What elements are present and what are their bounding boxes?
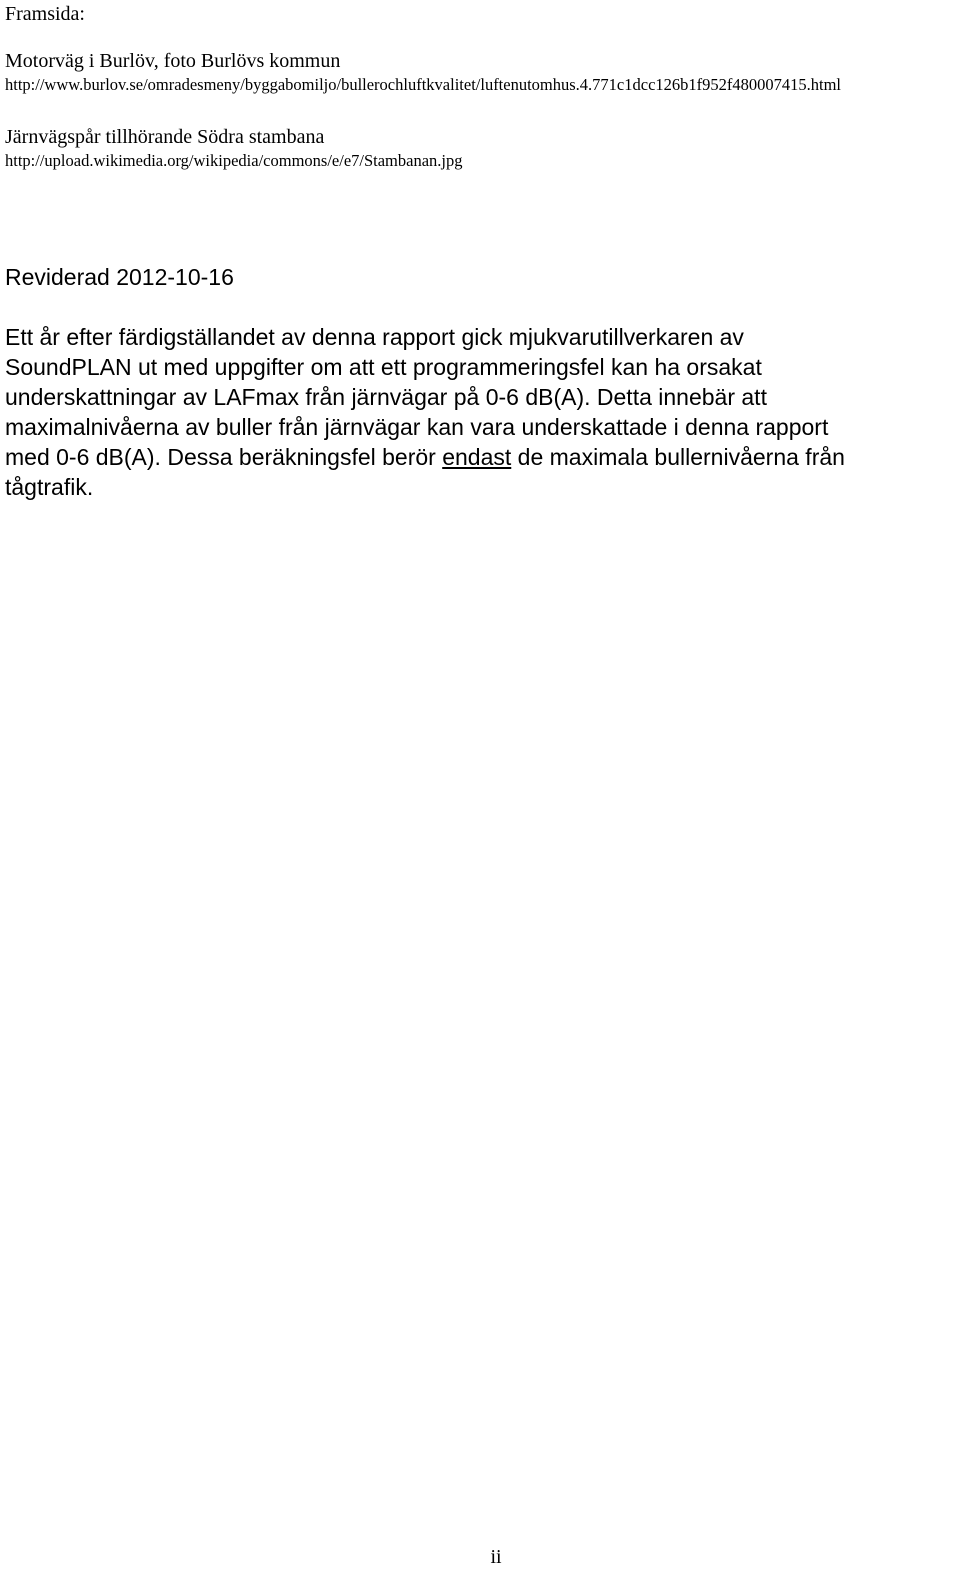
cover-heading: Framsida: (5, 3, 85, 25)
paragraph-line (5, 442, 957, 472)
photo-credit-title: Järnvägspår tillhörande Södra stambana (5, 126, 325, 148)
paragraph-line: maximalnivåerna av buller från järnvägar kan vara underskattade i denna rapport (5, 414, 829, 440)
paragraph-text: med 0-6 dB(A). Dessa beräkningsfel berör (5, 444, 443, 470)
photo-credit-url[interactable]: http://upload.wikimedia.org/wikipedia/commons/e/e7/Stambanan.jpg (5, 151, 463, 170)
photo-credit-title: Motorväg i Burlöv, foto Burlövs kommun (5, 50, 341, 72)
paragraph-line: underskattningar av LAFmax från järnvägar på 0-6 dB(A). Detta innebär att (5, 384, 767, 410)
page-number: ii (490, 1546, 502, 1568)
emphasized-word: endast (442, 444, 512, 470)
revision-paragraph (5, 322, 957, 502)
paragraph-line: SoundPLAN ut med uppgifter om att ett programmeringsfel kan ha orsakat (5, 354, 762, 380)
paragraph-line: Ett år efter färdigställandet av denna rapport gick mjukvarutillverkaren av (5, 324, 744, 350)
photo-credit-url[interactable]: http://www.burlov.se/omradesmeny/byggabomiljo/bullerochluftkvalitet/luftenutomhus.4.771c1dcc126b1f952f480007415.html (5, 75, 842, 94)
paragraph-line: tågtrafik. (5, 474, 94, 500)
revision-heading: Reviderad 2012-10-16 (5, 264, 234, 290)
paragraph-text: de maximala bullernivåerna från (511, 444, 845, 470)
